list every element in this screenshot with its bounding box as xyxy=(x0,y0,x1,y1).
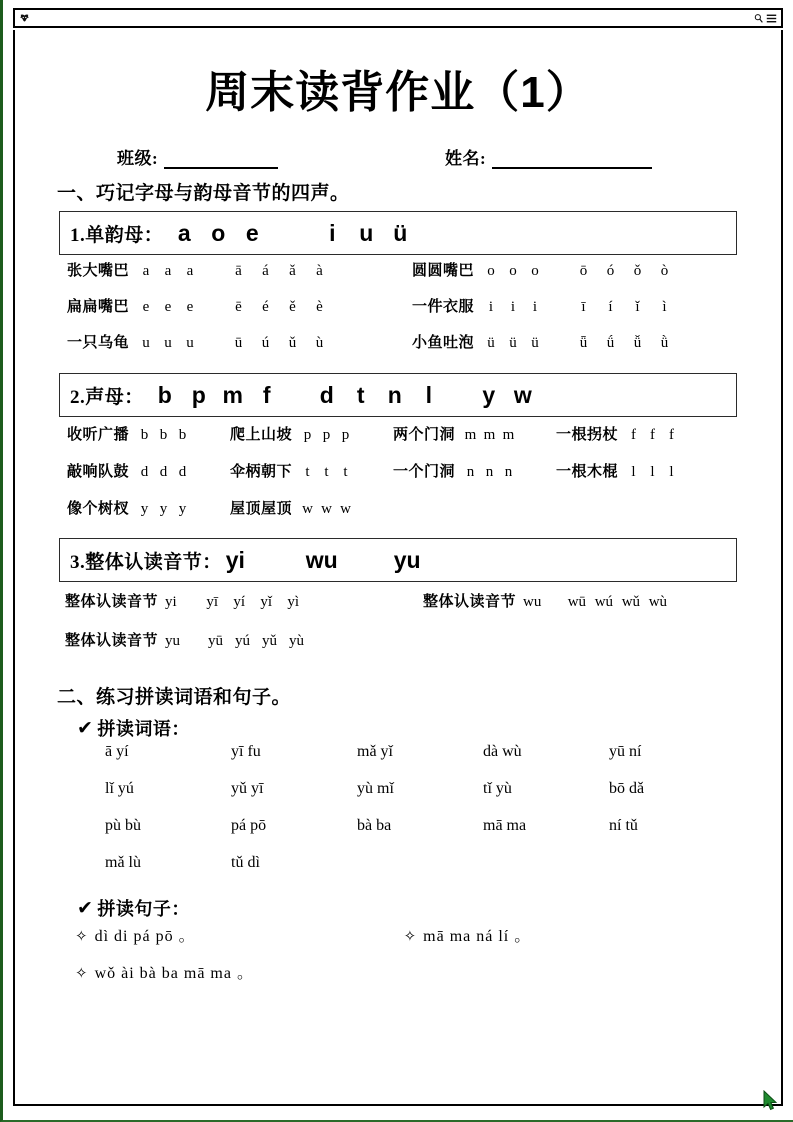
plain-letters xyxy=(135,464,192,481)
vowel-cell xyxy=(412,331,757,352)
plain-letter: p xyxy=(303,427,312,443)
check-mark-icon: ✔ xyxy=(77,716,94,739)
plain-letter: a xyxy=(142,263,150,279)
plain-letter: t xyxy=(305,464,310,480)
mnemonic-phrase: 张大嘴巴 xyxy=(67,263,130,279)
tone-letter: yì xyxy=(287,594,300,610)
plain-letter: u xyxy=(164,335,172,351)
initials-label: 2.声母： xyxy=(70,386,144,408)
consonant-cell xyxy=(556,423,719,444)
word-pair: dà wù xyxy=(483,743,522,760)
tone-letters xyxy=(225,299,333,316)
initials-letters xyxy=(148,382,540,409)
plain-letter: a xyxy=(186,263,194,279)
plain-letters xyxy=(298,501,355,518)
bat-icon[interactable] xyxy=(19,14,30,23)
name-blank-line[interactable] xyxy=(492,153,652,169)
tone-letter: é xyxy=(262,299,269,315)
tone-letter: ā xyxy=(235,263,242,279)
mnemonic-phrase: 扁扁嘴巴 xyxy=(67,299,130,315)
tone-letters xyxy=(199,594,307,611)
plain-letter: u xyxy=(186,335,194,351)
consonant-row xyxy=(67,423,781,460)
plain-letters xyxy=(624,427,681,444)
plain-letters xyxy=(298,464,355,481)
tone-letter: yí xyxy=(233,594,246,610)
tone-letter: ì xyxy=(662,299,667,315)
name-field xyxy=(445,144,652,169)
vowel-row xyxy=(67,331,781,367)
check-mark-icon: ✔ xyxy=(77,896,94,919)
vowel-cell xyxy=(67,331,412,352)
plain-letter: b xyxy=(178,427,187,443)
plain-letter: w xyxy=(340,501,351,517)
final-letter: ü xyxy=(393,219,408,246)
vowel-cell xyxy=(412,259,757,280)
toolbar-right-group xyxy=(754,13,777,24)
final-letter: o xyxy=(211,219,226,246)
read-sentences-label: 拼读句子： xyxy=(97,899,190,919)
tone-letter: ò xyxy=(660,263,669,279)
worksheet-page xyxy=(13,30,783,1106)
plain-letters xyxy=(624,464,681,481)
consonant-cell xyxy=(556,460,719,481)
word-pair: bō dǎ xyxy=(609,780,645,797)
student-info-row xyxy=(15,144,781,178)
mnemonic-phrase: 一根木棍 xyxy=(556,464,619,480)
plain-letter: f xyxy=(669,427,675,443)
whole-syllable: yi xyxy=(225,546,245,573)
plain-letter: ü xyxy=(509,335,517,351)
mnemonic-phrase: 一根拐杖 xyxy=(556,427,619,443)
initials-box xyxy=(59,373,737,417)
tone-letter: yù xyxy=(289,633,305,649)
syllable-row xyxy=(65,629,781,668)
mnemonic-phrase: 一件衣服 xyxy=(412,299,475,315)
tone-letter: à xyxy=(316,263,323,279)
consonant-cell xyxy=(393,460,556,481)
tone-letter: ǒ xyxy=(633,263,642,279)
finals-group-b xyxy=(315,220,417,247)
word-pair: bà ba xyxy=(357,817,392,834)
plain-letter: f xyxy=(650,427,656,443)
tone-letter: wú xyxy=(594,594,614,610)
word-pair: mā ma xyxy=(483,817,527,834)
plain-letters xyxy=(135,501,192,518)
final-letter: e xyxy=(245,219,259,246)
tone-letter: ǚ xyxy=(633,335,642,351)
read-words-label: 拼读词语： xyxy=(97,719,190,739)
plain-letter: d xyxy=(140,464,149,480)
tone-letter: ǔ xyxy=(288,335,297,351)
tone-letters xyxy=(563,594,671,611)
final-letter: i xyxy=(329,219,336,246)
plain-letter: ü xyxy=(487,335,495,351)
syllable-value: wu xyxy=(523,594,542,610)
vowel-row xyxy=(67,295,781,331)
sentence-row xyxy=(75,923,781,960)
syllable-label: 整体认读音节 xyxy=(423,594,517,610)
tone-letter: ú xyxy=(261,335,270,351)
initial-letter: m xyxy=(222,381,243,408)
plain-letter: m xyxy=(483,427,496,443)
consonant-row xyxy=(67,460,781,497)
tone-letter: yú xyxy=(235,633,251,649)
whole-syllable: yu xyxy=(393,546,421,573)
consonant-cell xyxy=(230,423,393,444)
plain-letter: w xyxy=(302,501,313,517)
tone-letters xyxy=(570,263,678,280)
initial-letter: d xyxy=(319,381,334,408)
plain-letter: t xyxy=(343,464,348,480)
tone-letter: ǎ xyxy=(289,263,296,279)
syllable-value: yu xyxy=(165,633,181,649)
word-pair: yī fu xyxy=(231,743,261,760)
tone-letter: ǖ xyxy=(579,335,588,351)
plain-letter: e xyxy=(164,299,172,315)
word-pair: pù bù xyxy=(105,817,141,834)
consonant-cell xyxy=(67,423,230,444)
plain-letter: d xyxy=(178,464,187,480)
hamburger-menu-icon[interactable] xyxy=(766,13,777,24)
plain-letter: l xyxy=(650,464,655,480)
diamond-bullet-icon: ✧ xyxy=(75,927,88,945)
plain-letter: y xyxy=(140,501,149,517)
plain-letter: f xyxy=(631,427,637,443)
final-letter: a xyxy=(177,219,191,246)
word-practice-grid xyxy=(105,743,781,891)
tone-letter: wū xyxy=(567,594,587,610)
consonant-row xyxy=(67,497,781,534)
whole-syllables-box xyxy=(59,538,737,582)
word-row xyxy=(105,854,781,891)
word-row xyxy=(105,817,781,854)
word-row xyxy=(105,743,781,780)
word-pair: tǐ yù xyxy=(483,780,512,797)
plain-letter: l xyxy=(669,464,674,480)
tone-letter: á xyxy=(262,263,269,279)
word-pair: pá pō xyxy=(231,817,267,834)
initial-letter: y xyxy=(482,381,496,408)
initials-group-b xyxy=(310,382,446,409)
plain-letter: i xyxy=(488,299,494,315)
plain-letters xyxy=(480,263,546,280)
tone-letter: ō xyxy=(579,263,588,279)
tone-letters xyxy=(225,335,333,352)
search-icon[interactable] xyxy=(754,13,763,24)
tone-letter: í xyxy=(608,299,613,315)
tone-letter: yǐ xyxy=(260,594,273,610)
word-pair: mǎ lù xyxy=(105,854,141,871)
mnemonic-phrase: 一个门洞 xyxy=(393,464,456,480)
plain-letter: p xyxy=(322,427,331,443)
syllable-cell xyxy=(423,590,781,611)
viewer-toolbar xyxy=(13,8,783,28)
consonant-cell xyxy=(230,497,393,518)
plain-letter: t xyxy=(324,464,329,480)
plain-letter: b xyxy=(140,427,149,443)
plain-letter: p xyxy=(341,427,350,443)
tone-letter: ū xyxy=(234,335,243,351)
plain-letter: n xyxy=(504,464,513,480)
plain-letters xyxy=(461,427,518,444)
tone-letters xyxy=(570,335,678,352)
consonant-cell xyxy=(67,497,230,518)
word-pair: lǐ yú xyxy=(105,780,134,797)
word-pair: yù mǐ xyxy=(357,780,394,797)
plain-letters xyxy=(480,335,546,352)
tone-letter: yū xyxy=(208,633,224,649)
worksheet-content xyxy=(15,30,781,1104)
consonant-mnemonic-rows xyxy=(15,417,781,534)
plain-letters xyxy=(461,464,518,481)
plain-letter: d xyxy=(159,464,168,480)
vowel-cell xyxy=(67,259,412,280)
initial-letter: l xyxy=(425,381,432,408)
tone-letter: è xyxy=(316,299,323,315)
sentence-item xyxy=(404,923,532,946)
word-pair: tǔ dì xyxy=(231,854,260,871)
plain-letter: w xyxy=(321,501,332,517)
initial-letter: b xyxy=(157,381,172,408)
plain-letter: o xyxy=(487,263,495,279)
mnemonic-phrase: 伞柄朝下 xyxy=(230,464,293,480)
sentence-text: wǒ ài bà ba mā ma 。 xyxy=(94,965,254,982)
initial-letter: p xyxy=(191,381,206,408)
word-pair: ā yí xyxy=(105,743,129,760)
tone-letters xyxy=(202,633,310,650)
sentence-text: dì di pá pō 。 xyxy=(94,928,196,945)
whole-syllables-letters xyxy=(226,547,421,574)
initial-letter: w xyxy=(513,381,532,408)
mnemonic-phrase: 屋顶屋顶 xyxy=(230,501,293,517)
tone-letter: ē xyxy=(235,299,242,315)
name-label: 姓名: xyxy=(445,149,487,168)
plain-letter: y xyxy=(178,501,187,517)
word-pair: yǔ yī xyxy=(231,780,264,797)
tone-letter: ǘ xyxy=(606,335,615,351)
plain-letter: e xyxy=(142,299,150,315)
plain-letter: i xyxy=(510,299,516,315)
consonant-cell xyxy=(230,460,393,481)
section-2-heading: 二、练习拼读词语和句子。 xyxy=(57,687,292,708)
mouse-cursor xyxy=(763,1090,779,1112)
final-letter: u xyxy=(359,219,374,246)
syllable-label: 整体认读音节 xyxy=(65,633,159,649)
initials-group-c xyxy=(472,382,540,409)
plain-letters xyxy=(135,335,201,352)
tone-letter: ě xyxy=(289,299,296,315)
sentence-item xyxy=(75,923,196,946)
plain-letter: b xyxy=(159,427,168,443)
plain-letter: a xyxy=(164,263,172,279)
tone-letter: ó xyxy=(606,263,615,279)
mnemonic-phrase: 像个树杈 xyxy=(67,501,130,517)
vowel-cell xyxy=(412,295,757,316)
initial-letter: n xyxy=(387,381,402,408)
whole-syllable: wu xyxy=(305,546,338,573)
plain-letters xyxy=(135,263,201,280)
vowel-row xyxy=(67,259,781,295)
plain-letters xyxy=(135,427,192,444)
plain-letter: o xyxy=(531,263,539,279)
word-pair: ní tǔ xyxy=(609,817,638,834)
initial-letter: t xyxy=(356,381,365,408)
plain-letter: y xyxy=(159,501,168,517)
mnemonic-phrase: 圆圆嘴巴 xyxy=(412,263,475,279)
class-field xyxy=(117,144,278,169)
tone-letter: yī xyxy=(206,594,219,610)
vowel-cell xyxy=(67,295,412,316)
sentence-row xyxy=(75,960,781,997)
tone-letters xyxy=(225,263,333,280)
plain-letter: u xyxy=(142,335,150,351)
plain-letter: ü xyxy=(531,335,539,351)
read-sentences-subheading xyxy=(77,895,781,921)
simple-finals-label: 1.单韵母： xyxy=(70,224,164,246)
plain-letter: l xyxy=(631,464,636,480)
toolbar-left-group xyxy=(19,14,30,23)
mnemonic-phrase: 小鱼吐泡 xyxy=(412,335,475,351)
tone-letter: wù xyxy=(648,594,668,610)
mnemonic-phrase: 两个门洞 xyxy=(393,427,456,443)
finals-group-a xyxy=(167,220,269,247)
consonant-cell xyxy=(393,423,556,444)
simple-finals-box xyxy=(59,211,737,255)
plain-letters xyxy=(480,299,546,316)
mnemonic-phrase: 收听广播 xyxy=(67,427,130,443)
syllable-practice-rows xyxy=(15,582,781,668)
simple-finals-letters xyxy=(167,220,417,247)
tone-letter: yǔ xyxy=(262,633,278,649)
mnemonic-phrase: 敲响队鼓 xyxy=(67,464,130,480)
sentence-practice-list xyxy=(75,923,781,997)
sentence-text: mā ma ná lí 。 xyxy=(423,928,532,945)
initials-group-a xyxy=(148,382,284,409)
plain-letters xyxy=(135,299,201,316)
tone-letter: ǜ xyxy=(660,335,669,351)
class-blank-line[interactable] xyxy=(164,153,278,169)
tone-letters xyxy=(570,299,678,316)
section-1-heading: 一、巧记字母与韵母音节的四声。 xyxy=(57,183,350,204)
mnemonic-phrase: 爬上山坡 xyxy=(230,427,293,443)
syllable-cell xyxy=(65,629,440,650)
word-pair: mǎ yǐ xyxy=(357,743,393,760)
mnemonic-phrase: 一只乌龟 xyxy=(67,335,130,351)
word-row xyxy=(105,780,781,817)
page-title: 周末读背作业（1） xyxy=(205,68,591,117)
syllable-cell xyxy=(65,590,423,611)
whole-syllables-label: 3.整体认读音节： xyxy=(70,551,222,573)
plain-letters xyxy=(298,427,355,444)
word-pair: yū ní xyxy=(609,743,642,760)
plain-letter: i xyxy=(532,299,538,315)
initial-letter: f xyxy=(262,381,271,408)
diamond-bullet-icon: ✧ xyxy=(75,964,88,982)
syllable-label: 整体认读音节 xyxy=(65,594,159,610)
plain-letter: n xyxy=(466,464,475,480)
tone-letter: ī xyxy=(581,299,586,315)
plain-letter: o xyxy=(509,263,517,279)
tone-letter: wǔ xyxy=(621,594,641,610)
tone-letter: ǐ xyxy=(635,299,640,315)
syllable-row xyxy=(65,590,781,629)
plain-letter: n xyxy=(485,464,494,480)
syllable-value: yi xyxy=(165,594,177,610)
plain-letter: m xyxy=(502,427,515,443)
plain-letter: m xyxy=(464,427,477,443)
diamond-bullet-icon: ✧ xyxy=(403,927,417,945)
plain-letter: e xyxy=(186,299,194,315)
vowel-mnemonic-rows xyxy=(67,255,781,367)
tone-letter: ù xyxy=(315,335,324,351)
read-words-subheading xyxy=(77,715,781,741)
sentence-item xyxy=(75,960,254,983)
class-label: 班级: xyxy=(117,149,159,168)
consonant-cell xyxy=(67,460,230,481)
